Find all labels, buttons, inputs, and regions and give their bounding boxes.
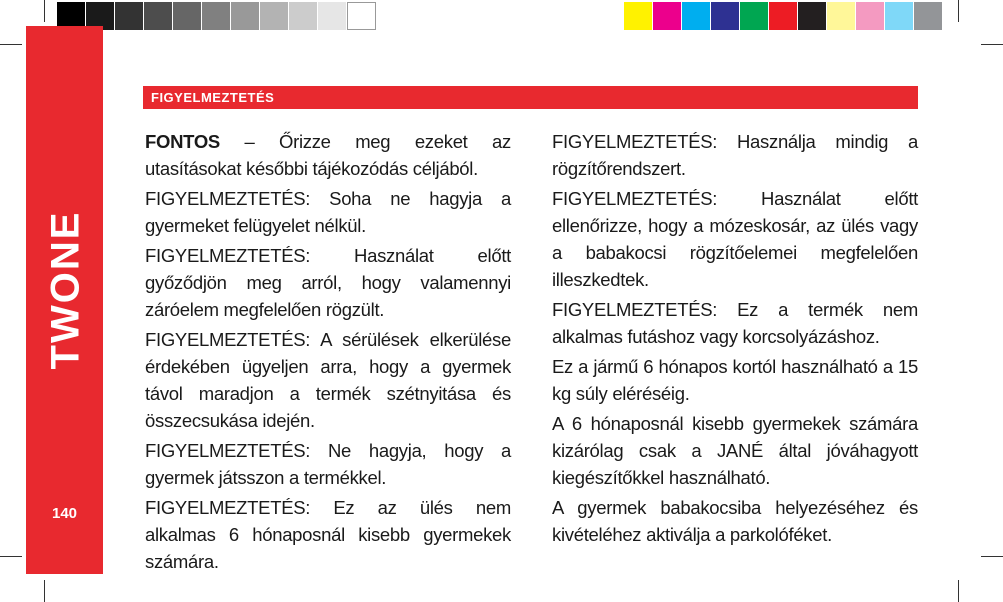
color-swatch — [740, 2, 769, 30]
warning-paragraph: FIGYELMEZTETÉS: Ez a termék nem alkalmas futáshoz vagy korcsolyázáshoz. — [552, 299, 918, 347]
crop-mark — [0, 556, 22, 557]
intro-rest: – Őrizze meg ezeket az utasításokat későbbi tájékozódás céljából. — [145, 131, 511, 179]
warning-paragraph: FIGYELMEZTETÉS: Ez az ülés nem alkalmas 6 hónaposnál kisebb gyermekek számára. — [145, 497, 511, 572]
color-swatch — [289, 2, 318, 30]
color-swatch — [115, 2, 144, 30]
left-column — [145, 128, 511, 578]
warning-paragraph: FIGYELMEZTETÉS: Használja mindig a rögzítőrendszert. — [552, 131, 918, 179]
section-header-bar — [143, 86, 918, 109]
color-swatch — [260, 2, 289, 30]
warning-paragraph: FIGYELMEZTETÉS: Ne hagyja, hogy a gyermek játsszon a termékkel. — [145, 440, 511, 488]
crop-mark — [44, 0, 45, 22]
color-swatch — [231, 2, 260, 30]
color-swatch — [653, 2, 682, 30]
color-swatch — [769, 2, 798, 30]
crop-mark — [0, 44, 22, 45]
registration-color-bar — [624, 2, 943, 30]
color-swatch — [144, 2, 173, 30]
crop-mark — [958, 0, 959, 22]
color-swatch — [827, 2, 856, 30]
color-swatch — [856, 2, 885, 30]
warning-paragraph: FIGYELMEZTETÉS: Használat előtt ellenőrizze, hogy a mózeskosár, az ülés vagy a babakocsi rögzítőelemei megfelelően illeszkedtek. — [552, 188, 918, 290]
color-swatch — [347, 2, 376, 30]
info-paragraph: A gyermek babakocsiba helyezéséhez és kivételéhez aktiválja a parkolóféket. — [552, 497, 918, 545]
info-paragraph: A 6 hónaposnál kisebb gyermekek számára kizárólag csak a JANÉ által jóváhagyott kiegészítőkkel használható. — [552, 413, 918, 488]
page-number: 140 — [51, 505, 78, 522]
color-swatch — [711, 2, 740, 30]
crop-mark — [44, 580, 45, 602]
section-header-title: FIGYELMEZTETÉS — [151, 90, 275, 105]
color-swatch — [173, 2, 202, 30]
crop-mark — [981, 556, 1003, 557]
warning-paragraph: FIGYELMEZTETÉS: Használat előtt győződjön meg arról, hogy valamennyi záróelem megfelelően rögzült. — [145, 245, 511, 320]
registration-grayscale-bar — [57, 2, 376, 30]
color-swatch — [885, 2, 914, 30]
intro-paragraph — [145, 128, 511, 182]
color-swatch — [318, 2, 347, 30]
intro-bold: FONTOS — [145, 131, 220, 152]
warning-paragraph: FIGYELMEZTETÉS: Soha ne hagyja a gyermeket felügyelet nélkül. — [145, 188, 511, 236]
brand-title: TWONE — [43, 210, 88, 370]
color-swatch — [682, 2, 711, 30]
color-swatch — [798, 2, 827, 30]
right-column — [552, 128, 918, 551]
color-swatch — [202, 2, 231, 30]
info-paragraph: Ez a jármű 6 hónapos kortól használható a 15 kg súly eléréséig. — [552, 356, 918, 404]
color-swatch — [624, 2, 653, 30]
warning-paragraph: FIGYELMEZTETÉS: A sérülések elkerülése érdekében ügyeljen arra, hogy a gyermek távol maradjon a termék szétnyitása és összecsukása idején. — [145, 329, 511, 431]
crop-mark — [981, 44, 1003, 45]
color-swatch — [914, 2, 943, 30]
crop-mark — [958, 580, 959, 602]
